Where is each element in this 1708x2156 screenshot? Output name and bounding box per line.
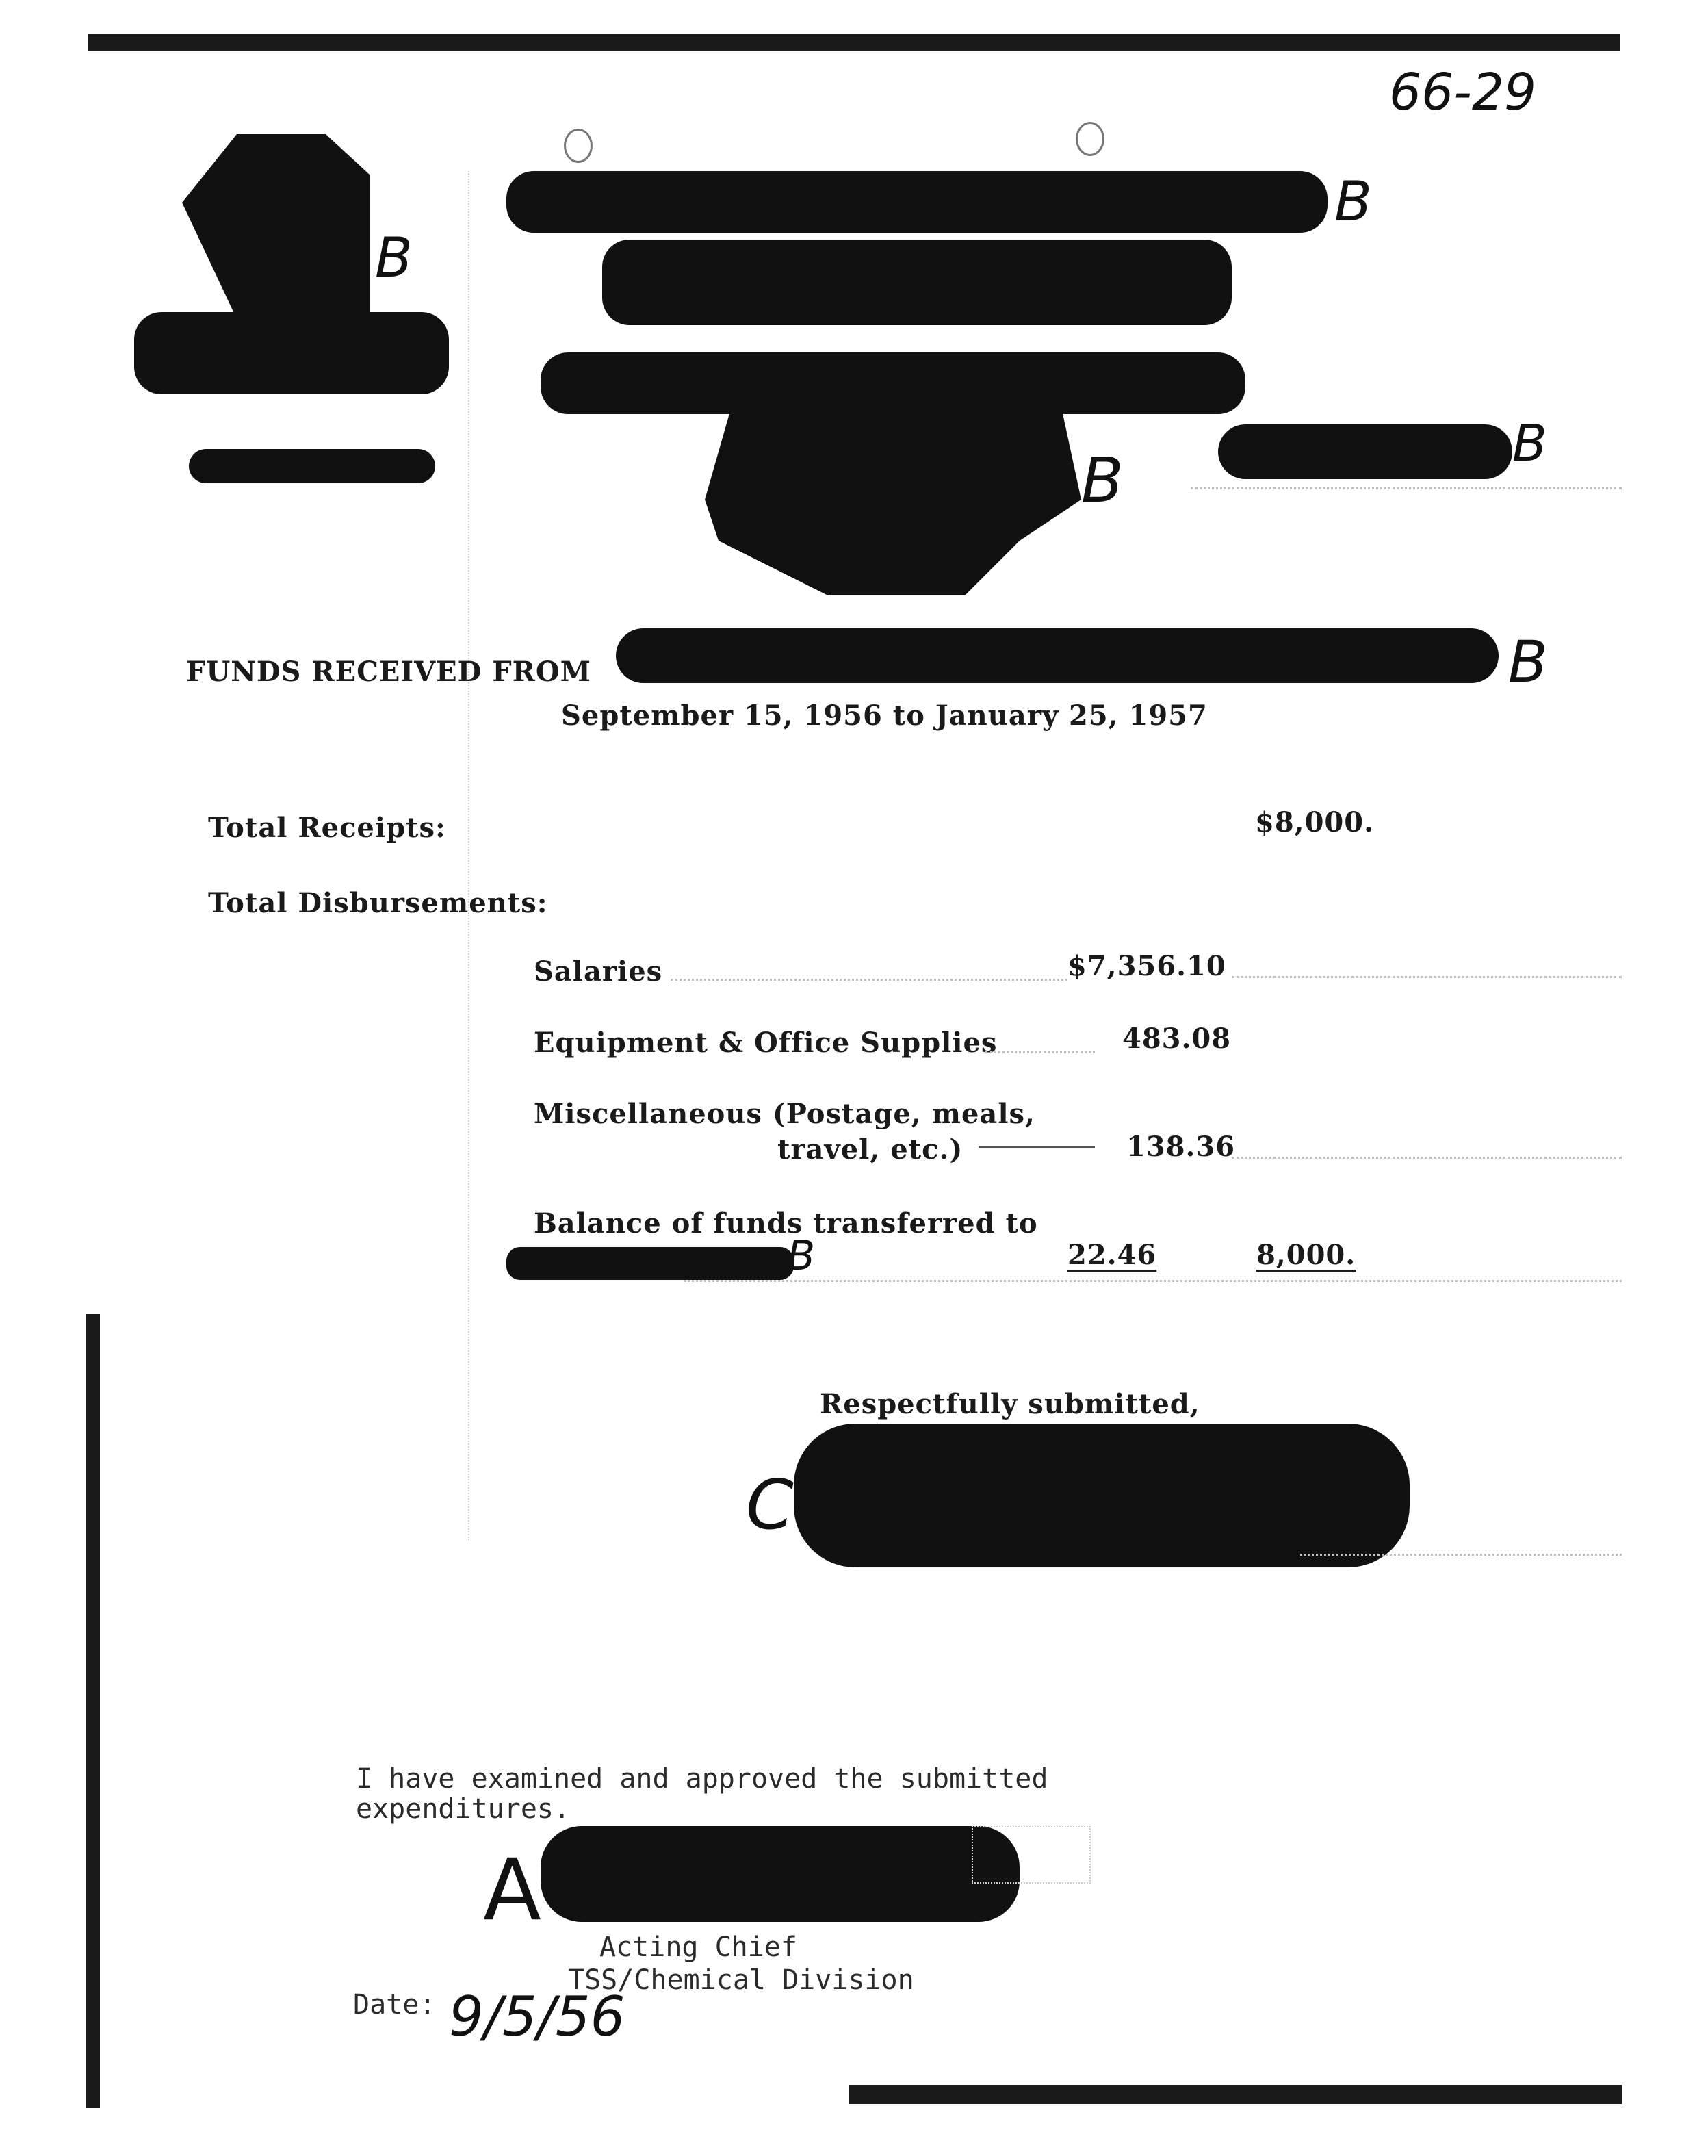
reporting-period: September 15, 1956 to January 25, 1957: [561, 700, 1208, 732]
approval-text-line2: expenditures.: [356, 1793, 571, 1825]
scan-rule: [1232, 976, 1622, 978]
scan-rule: [1232, 1157, 1622, 1159]
line-item-label: Balance of funds transferred to: [534, 1207, 1038, 1240]
redaction-code-b: B: [375, 226, 413, 290]
redaction-code-b: B: [1334, 170, 1372, 233]
approval-text-line1: I have examined and approved the submitted: [356, 1763, 1048, 1795]
approver-title: Acting Chief: [599, 1932, 797, 1963]
line-item-amount: 138.36: [1126, 1131, 1236, 1163]
date-label: Date:: [353, 1989, 436, 2020]
total-receipts-label: Total Receipts:: [208, 812, 446, 844]
redacted-letterhead-line: [602, 240, 1232, 325]
redaction-code-c: C: [746, 1465, 794, 1545]
scan-edge-left: [86, 1314, 100, 2108]
scan-rule: [684, 1280, 1622, 1282]
line-item-label: Miscellaneous (Postage, meals,: [534, 1098, 1035, 1130]
redacted-signature: [794, 1424, 1410, 1567]
line-item-amount: 483.08: [1122, 1023, 1232, 1055]
redacted-source-name: [616, 628, 1499, 683]
total-receipts-value: $8,000.: [1255, 806, 1375, 838]
scan-guide-line: [468, 171, 469, 1540]
redaction-code-b: B: [1512, 414, 1547, 473]
leader-line: [979, 1146, 1095, 1148]
leader-line: [671, 979, 1068, 981]
redacted-seal: [134, 120, 456, 504]
redaction-code-a: A: [483, 1841, 541, 1940]
line-item-label: Equipment & Office Supplies: [534, 1027, 998, 1059]
redacted-approver-signature: [541, 1826, 1020, 1922]
line-item-amount: $7,356.10: [1068, 950, 1226, 982]
line-item-label-continued: travel, etc.): [777, 1133, 963, 1166]
scan-edge-top: [88, 34, 1620, 51]
redacted-letterhead-line: [506, 171, 1328, 233]
line-item-label: Salaries: [534, 955, 663, 988]
leader-line: [985, 1051, 1095, 1053]
redaction-code-b: B: [1081, 445, 1124, 517]
total-disbursements-value: 8,000.: [1256, 1239, 1356, 1271]
total-disbursements-label: Total Disbursements:: [208, 887, 548, 919]
scan-rule: [1300, 1554, 1622, 1556]
redacted-letterhead-block: [705, 404, 1088, 609]
punch-hole: [564, 129, 593, 163]
redaction-code-b: B: [1508, 628, 1548, 695]
closing-text: Respectfully submitted,: [820, 1388, 1200, 1420]
redacted-address: [1218, 424, 1512, 479]
scan-edge-bottom: [849, 2085, 1622, 2104]
punch-hole: [1076, 122, 1104, 156]
scan-box: [972, 1826, 1091, 1884]
date-value: 9/5/56: [449, 1985, 625, 2049]
approver-division: TSS/Chemical Division: [568, 1964, 914, 1996]
document-number: 66-29: [1389, 63, 1537, 122]
redacted-recipient: [506, 1247, 794, 1280]
funds-received-from-label: FUNDS RECEIVED FROM: [186, 656, 592, 688]
redaction-code-b: B: [787, 1232, 816, 1280]
scan-rule: [1191, 487, 1622, 489]
line-item-amount: 22.46: [1068, 1239, 1157, 1271]
